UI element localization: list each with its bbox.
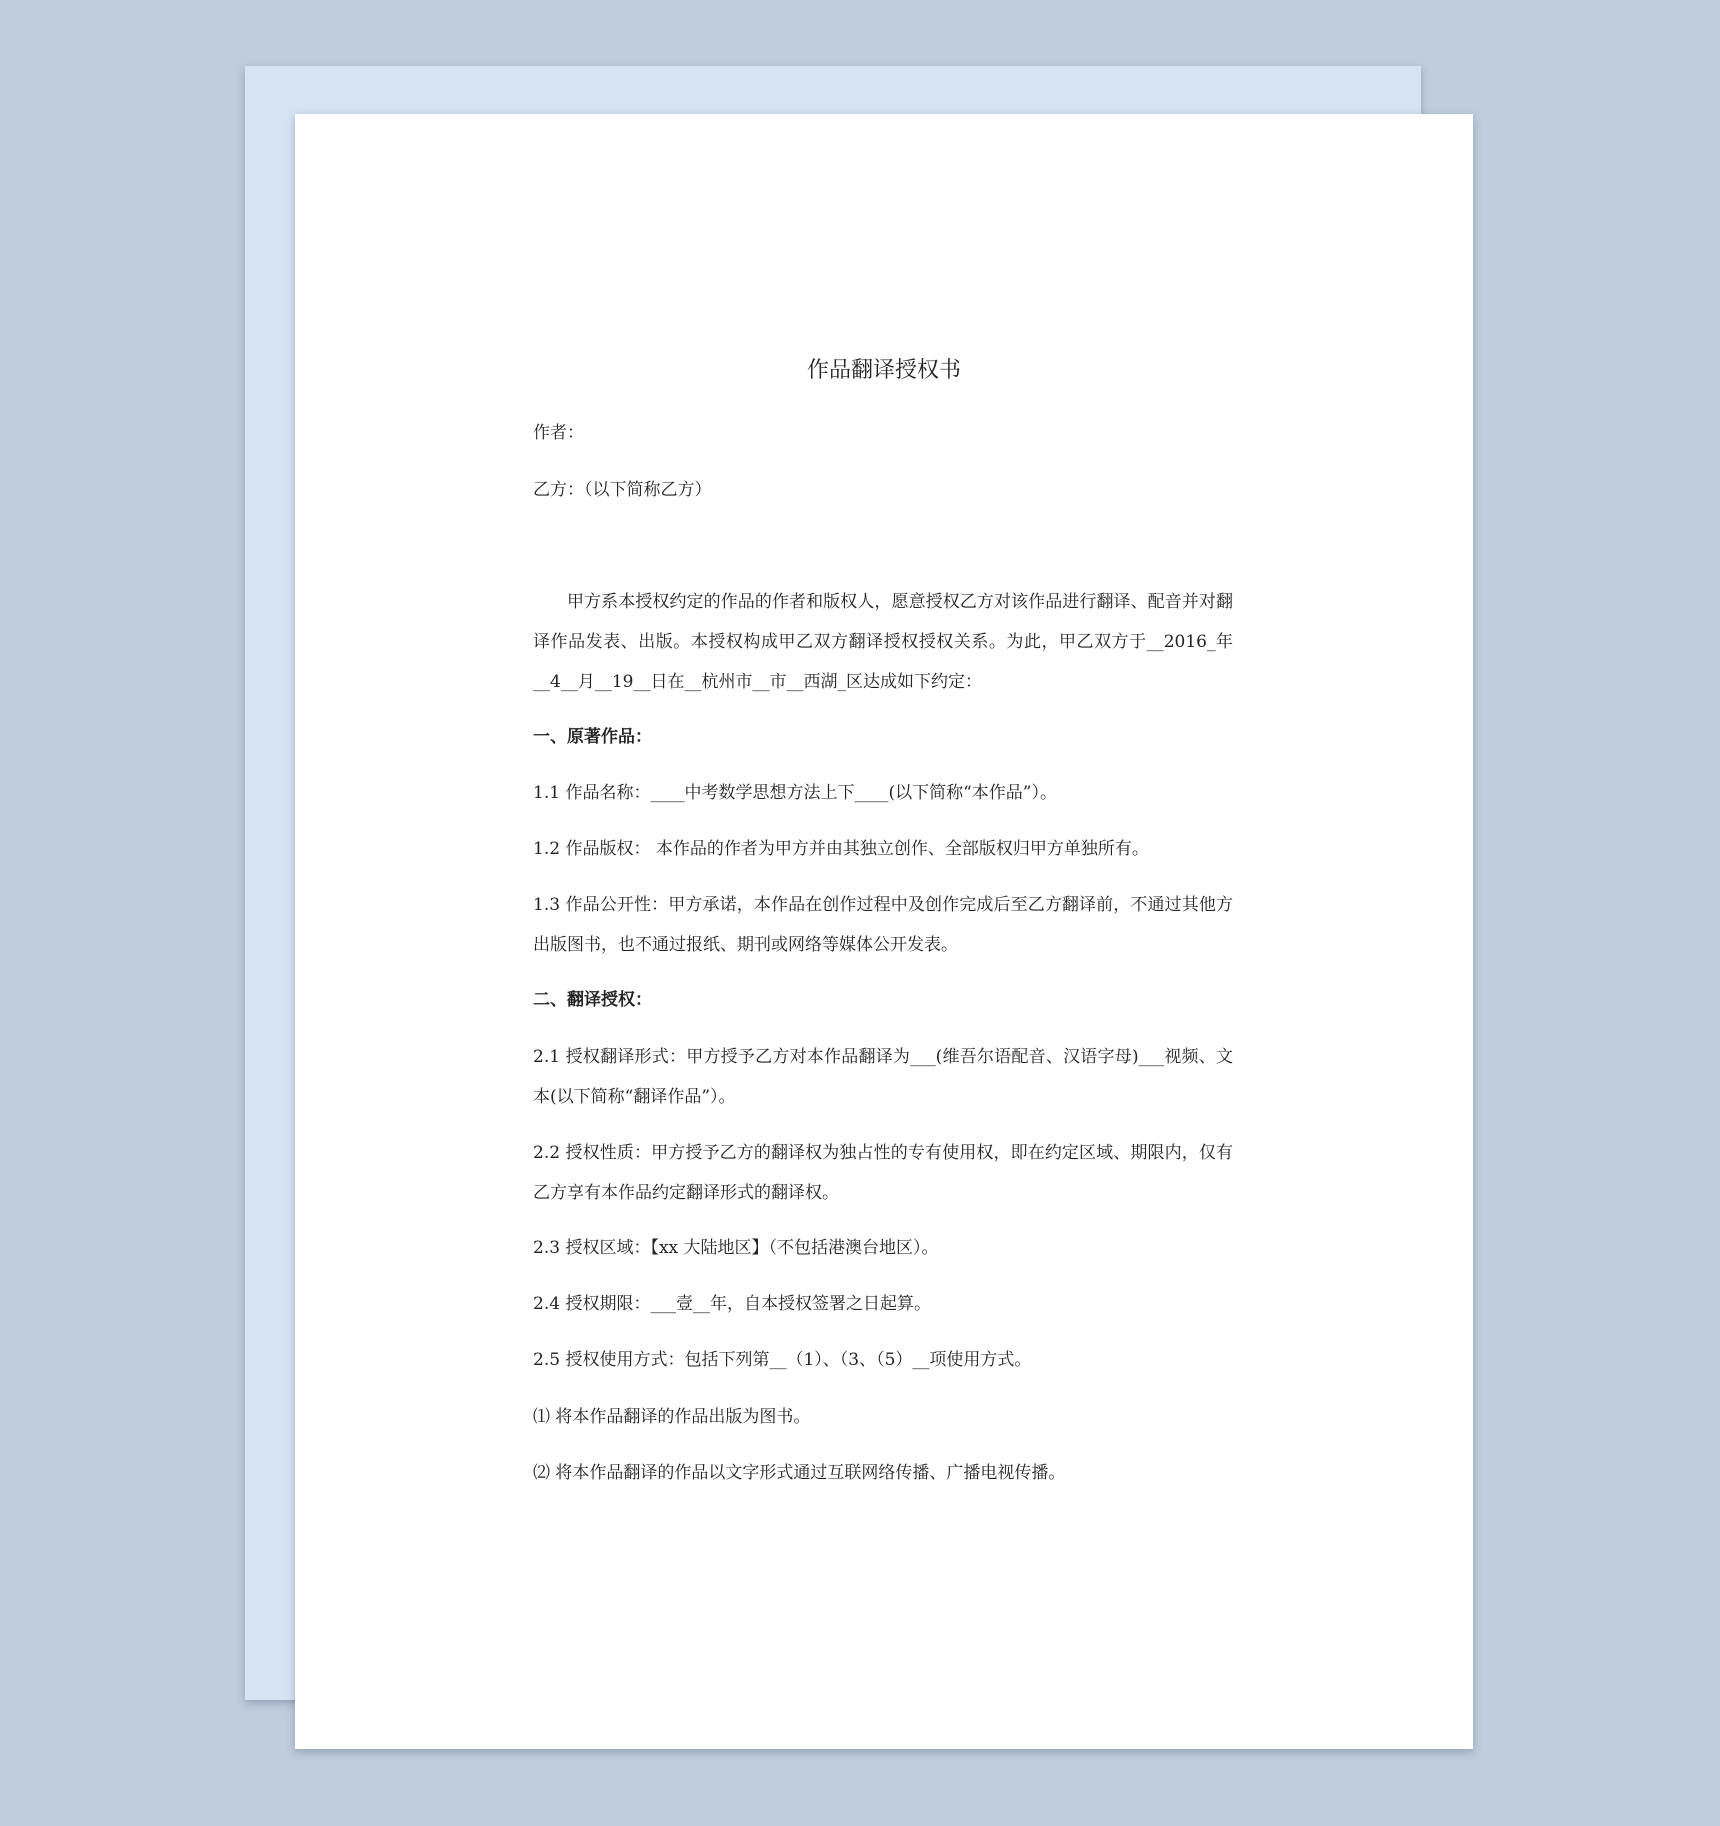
- clause-2-5: 2.5 授权使用方式：包括下列第__（1）、（3、（5）__项使用方式。: [533, 1350, 1032, 1370]
- usage-item-1: ⑴ 将本作品翻译的作品出版为图书。: [533, 1407, 811, 1427]
- document-title: 作品翻译授权书: [806, 358, 961, 383]
- author-line: 作者：: [533, 423, 584, 443]
- section2-heading: 二、翻译授权：: [533, 990, 652, 1010]
- party-b-line: 乙方：（以下简称乙方）: [533, 480, 712, 500]
- clause-2-3: 2.3 授权区域：【xx 大陆地区】（不包括港澳台地区）。: [533, 1238, 939, 1258]
- clause-1-3: 1.3 作品公开性：甲方承诺，本作品在创作过程中及创作完成后至乙方翻译前，不通过其他方出版图书，也不通过报纸、期刊或网络等媒体公开发表。: [533, 895, 1233, 955]
- document-page: [295, 114, 1473, 1749]
- clause-2-1: 2.1 授权翻译形式：甲方授予乙方对本作品翻译为___(维吾尔语配音、汉语字母)___视频、文本(以下简称“翻译作品”）。: [533, 1047, 1233, 1107]
- clause-1-1: 1.1 作品名称：____中考数学思想方法上下____(以下简称“本作品”）。: [533, 783, 1057, 803]
- clause-2-2: 2.2 授权性质：甲方授予乙方的翻译权为独占性的专有使用权，即在约定区域、期限内，仅有乙方享有本作品约定翻译形式的翻译权。: [533, 1143, 1233, 1203]
- clause-1-2: 1.2 作品版权： 本作品的作者为甲方并由其独立创作、全部版权归甲方单独所有。: [533, 839, 1149, 859]
- section1-heading: 一、原著作品：: [533, 727, 652, 747]
- usage-item-2: ⑵ 将本作品翻译的作品以文字形式通过互联网络传播、广播电视传播。: [533, 1463, 1066, 1483]
- clause-2-4: 2.4 授权期限：___壹__年，自本授权签署之日起算。: [533, 1294, 931, 1314]
- intro-paragraph: 甲方系本授权约定的作品的作者和版权人，愿意授权乙方对该作品进行翻译、配音并对翻译作品发表、出版。本授权构成甲乙双方翻译授权授权关系。为此，甲乙双方于__2016_年__4__月__19__日在__杭州市__市__西湖_区达成如下约定：: [533, 592, 1233, 692]
